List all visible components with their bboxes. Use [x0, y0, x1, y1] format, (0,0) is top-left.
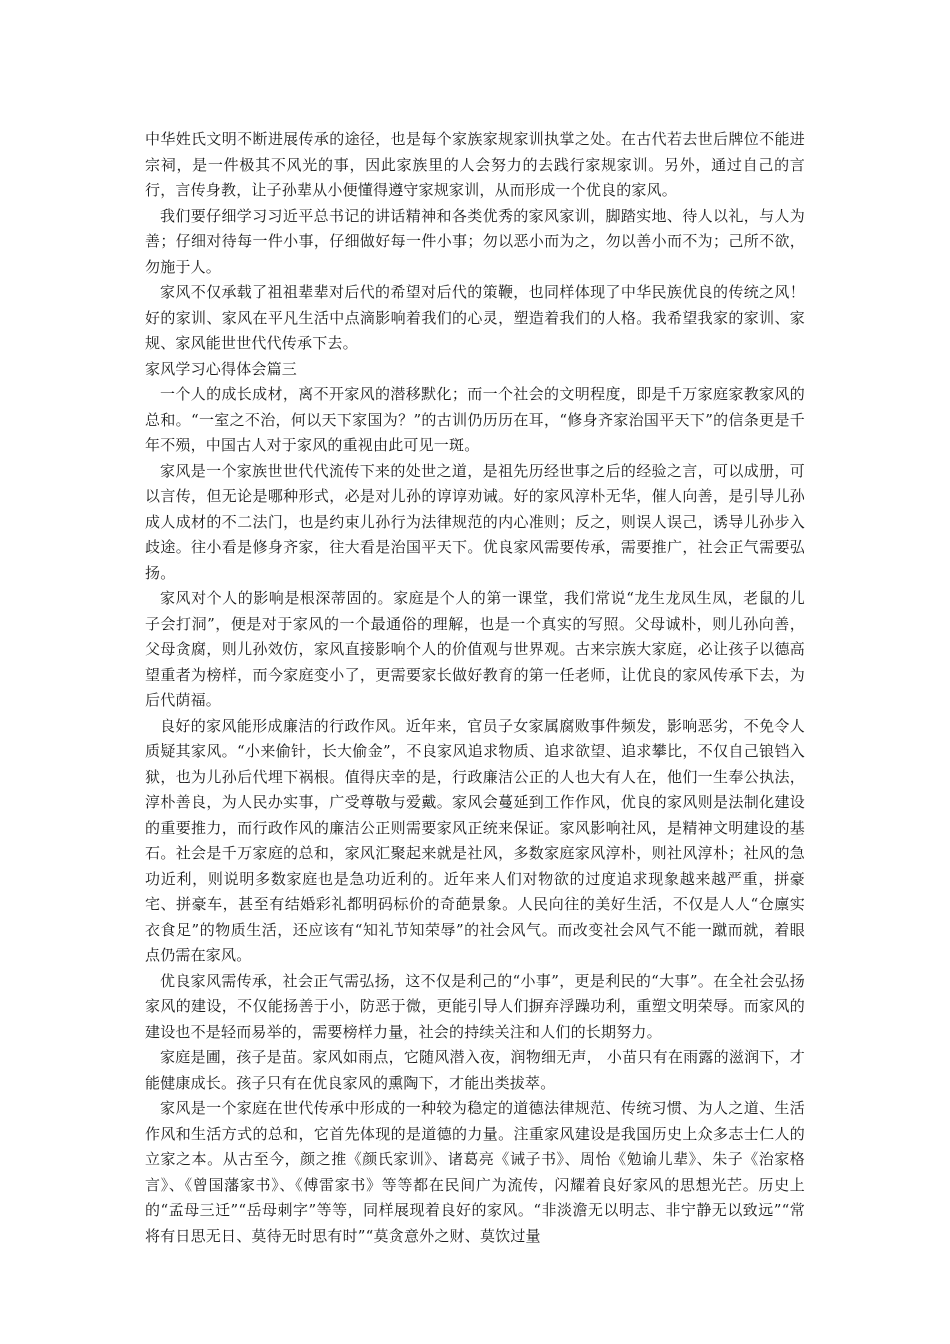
paragraph: 我们要仔细学习习近平总书记的讲话精神和各类优秀的家风家训，脚踏实地、待人以礼，与人为善；仔细对待每一件小事，仔细做好每一件小事；勿以恶小而为之，勿以善小而不为；己所不欲，勿施于人。: [145, 206, 805, 276]
paragraph: 家风对个人的影响是根深蒂固的。家庭是个人的第一课堂，我们常说“龙生龙凤生凤，老鼠的儿子会打洞”，便是对于家风的一个最通俗的理解，也是一个真实的写照。父母诚朴，则儿孙向善，父母贪腐，则儿孙效仿，家风直接影响个人的价值观与世界观。古来宗族大家庭，必让孩子以德高望重者为榜样，而今家庭变小了，更需要家长做好教育的第一任老师，让优良的家风传承下去，为后代荫福。: [145, 589, 805, 709]
paragraph: 家庭是圃，孩子是苗。家风如雨点，它随风潜入夜，润物细无声， 小苗只有在雨露的滋润下，才能健康成长。孩子只有在优良家风的熏陶下，才能出类拔萃。: [145, 1048, 805, 1092]
paragraph: 家风是一个家族世世代代流传下来的处世之道，是祖先历经世事之后的经验之言，可以成册，可以言传，但无论是哪种形式，必是对儿孙的谆谆劝诫。好的家风淳朴无华，催人向善，是引导儿孙成人成材的不二法门，也是约束儿孙行为法律规范的内心准则；反之，则误人误己，诱导儿孙步入歧途。往小看是修身齐家，往大看是治国平天下。优良家风需要传承，需要推广，社会正气需要弘扬。: [145, 461, 805, 582]
paragraph: 优良家风需传承，社会正气需弘扬，这不仅是利己的“小事”，更是利民的“大事”。在全社会弘扬家风的建设，不仅能扬善于小，防恶于微，更能引导人们摒弃浮躁功利，重塑文明荣辱。而家风的建设也不是轻而易举的，需要榜样力量，社会的持续关注和人们的长期努力。: [145, 971, 805, 1041]
paragraph: 一个人的成长成材，离不开家风的潜移默化；而一个社会的文明程度，即是千万家庭家教家风的总和。“一室之不治，何以天下家国为？”的古训仍历历在耳，“修身齐家治国平天下”的信条更是千年不殒，中国古人对于家风的重视由此可见一斑。: [145, 385, 805, 454]
document-body: [145, 127, 805, 1249]
paragraph: 家风不仅承载了祖祖辈辈对后代的希望对后代的策鞭，也同样体现了中华民族优良的传统之风！好的家训、家风在平凡生活中点滴影响着我们的心灵，塑造着我们的人格。我希望我家的家训、家规、家风能世世代代传承下去。: [145, 283, 805, 352]
paragraph: 良好的家风能形成廉洁的行政作风。近年来，官员子女家属腐败事件频发，影响恶劣，不免令人质疑其家风。“小来偷针，长大偷金”，不良家风追求物质、追求欲望、追求攀比，不仅自己锒铛入狱，也为儿孙后代埋下祸根。值得庆幸的是，行政廉洁公正的人也大有人在，他们一生奉公执法，淳朴善良，为人民办实事，广受尊敬与爱戴。家风会蔓延到工作作风，优良的家风则是法制化建设的重要推力，而行政作风的廉洁公正则需要家风正统来保证。家风影响社风，是精神文明建设的基石。社会是千万家庭的总和，家风汇聚起来就是社风，多数家庭家风淳朴，则社风淳朴；社风的急功近利，则说明多数家庭也是急功近利的。近年来人们对物欲的过度追求现象越来越严重，拼豪宅、拼豪车，甚至有结婚彩礼都明码标价的奇葩景象。人民向往的美好生活，不仅是人人“仓廪实衣食足”的物质生活，还应该有“知礼节知荣辱”的社会风气。而改变社会风气不能一蹴而就，着眼点仍需在家风。: [145, 716, 805, 964]
paragraph: 家风是一个家庭在世代传承中形成的一种较为稳定的道德法律规范、传统习惯、为人之道、生活作风和生活方式的总和，它首先体现的是道德的力量。注重家风建设是我国历史上众多志士仁人的立家之本。从古至今，颜之推《颜氏家训》、诸葛亮《诫子书》、周怡《勉谕儿辈》、朱子《治家格言》、《曾国藩家书》、《傅雷家书》等等都在民间广为流传，闪耀着良好家风的思想光芒。历史上的“孟母三迁”“岳母刺字”等等，同样展现着良好的家风。“非淡澹无以明志、非宁静无以致远”“常将有日思无日、莫待无时思有时”“莫贪意外之财、莫饮过量: [145, 1099, 805, 1245]
paragraph: 中华姓氏文明不断进展传承的途径，也是每个家族家规家训执掌之处。在古代若去世后牌位不能进宗祠，是一件极其不风光的事，因此家族里的人会努力的去践行家规家训。另外，通过自己的言行，言传身教，让子孙辈从小便懂得遵守家规家训，从而形成一个优良的家风。: [145, 130, 805, 199]
section-heading: 家风学习心得体会篇三: [145, 359, 298, 378]
